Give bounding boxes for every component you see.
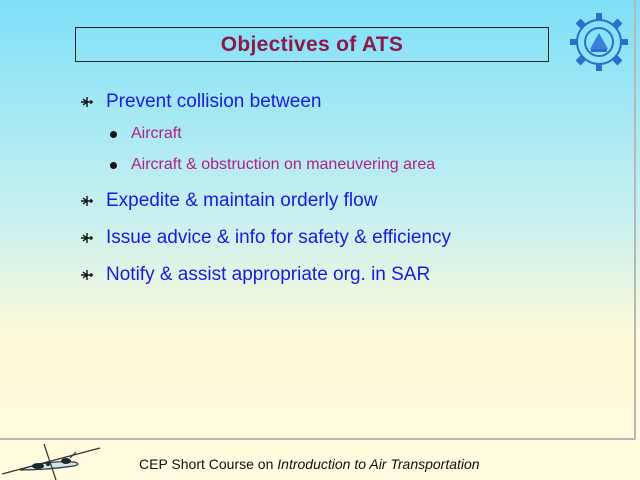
sub-bullet-text: Aircraft & obstruction on maneuvering area [131, 156, 436, 173]
bullet-dot [110, 162, 117, 169]
airplane-icon [80, 194, 94, 208]
airplane-icon [80, 95, 94, 109]
bullet-item [80, 190, 377, 212]
footer-course-title: Introduction to Air Transportation [277, 456, 480, 472]
aircraft-illustration [0, 440, 104, 480]
sub-bullet-item [110, 156, 435, 174]
footer-prefix: CEP Short Course on [139, 456, 278, 472]
bullet-item [80, 264, 430, 286]
slide-title: Objectives of ATS [220, 32, 404, 56]
bullet-text: Expedite & maintain orderly flow [106, 190, 378, 211]
footer [139, 456, 480, 472]
bullet-text: Issue advice & info for safety & efficiency [106, 227, 451, 248]
airplane-icon [80, 268, 94, 282]
sub-bullet-text: Aircraft [131, 125, 182, 142]
institute-logo [566, 9, 632, 75]
title-box [75, 27, 549, 62]
sub-bullet-item [110, 125, 182, 143]
bullet-item [80, 91, 321, 113]
bullet-dot [110, 131, 117, 138]
bullet-text: Notify & assist appropriate org. in SAR [106, 264, 431, 285]
bullet-text: Prevent collision between [106, 91, 322, 112]
bullet-item [80, 227, 451, 249]
airplane-icon [80, 231, 94, 245]
